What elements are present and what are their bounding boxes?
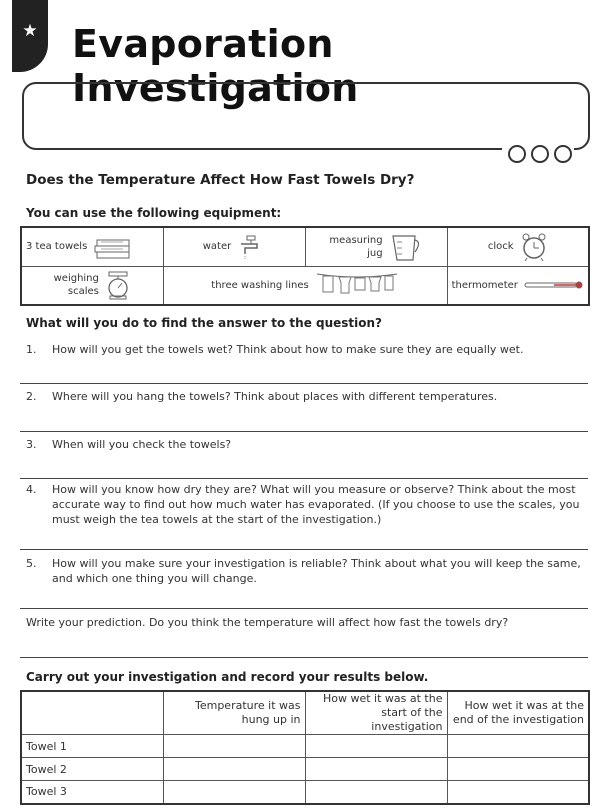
page-title: Evaporation Investigation xyxy=(72,22,359,110)
thermometer-icon xyxy=(524,280,584,290)
results-cell[interactable] xyxy=(163,758,305,781)
answer-line-3[interactable] xyxy=(20,478,588,479)
answer-line-4[interactable] xyxy=(20,549,588,550)
washing-line-icon xyxy=(315,270,399,300)
star-badge xyxy=(12,0,48,72)
answer-line-5[interactable] xyxy=(20,608,588,609)
table-row xyxy=(21,781,589,804)
prediction-prompt: Write your prediction. Do you think the temperature will affect how fast the towels dry? xyxy=(26,616,509,629)
results-col-wet-start: How wet it was at the start of the investigation xyxy=(305,691,447,735)
plan-heading: What will you do to find the answer to the question? xyxy=(26,316,383,330)
results-col-temperature: Temperature it was hung up in xyxy=(163,691,305,735)
results-cell[interactable] xyxy=(447,735,589,758)
table-row xyxy=(21,758,589,781)
results-heading: Carry out your investigation and record your results below. xyxy=(26,670,429,684)
name-input-box[interactable] xyxy=(22,82,590,150)
equipment-cell-water: water xyxy=(163,227,305,266)
answer-line-2[interactable] xyxy=(20,431,588,432)
tap-icon xyxy=(237,234,265,260)
results-row-label: Towel 1 xyxy=(21,735,163,758)
equipment-cell-clock: clock xyxy=(447,227,589,266)
equipment-cell-measuring-jug: measuring jug xyxy=(305,227,447,266)
equipment-cell-weighing-scales: weighing scales xyxy=(21,266,163,305)
results-cell[interactable] xyxy=(305,781,447,804)
question-heading: Does the Temperature Affect How Fast Towels Dry? xyxy=(26,172,415,188)
results-cell[interactable] xyxy=(163,735,305,758)
results-cell[interactable] xyxy=(163,781,305,804)
equipment-heading: You can use the following equipment: xyxy=(26,206,282,220)
scales-icon xyxy=(105,270,131,300)
star-icon: ★ xyxy=(22,21,38,41)
equipment-cell-thermometer: thermometer xyxy=(447,266,589,305)
results-cell[interactable] xyxy=(447,758,589,781)
equipment-cell-tea-towels: 3 tea towels xyxy=(21,227,163,266)
measuring-jug-icon xyxy=(389,232,423,262)
results-col-wet-end: How wet it was at the end of the investigation xyxy=(447,691,589,735)
results-cell[interactable] xyxy=(447,781,589,804)
equipment-table xyxy=(20,226,590,306)
results-cell[interactable] xyxy=(305,758,447,781)
equipment-cell-washing-lines: three washing lines xyxy=(163,266,447,305)
binder-rings-icon xyxy=(505,144,577,164)
results-header-row xyxy=(21,691,589,735)
results-cell[interactable] xyxy=(305,735,447,758)
towels-icon xyxy=(93,234,133,260)
answer-line-1[interactable] xyxy=(20,383,588,384)
results-row-label: Towel 3 xyxy=(21,781,163,804)
clock-icon xyxy=(520,232,548,262)
results-table xyxy=(20,690,590,805)
table-row xyxy=(21,735,589,758)
results-row-label: Towel 2 xyxy=(21,758,163,781)
results-col-blank xyxy=(21,691,163,735)
prediction-line[interactable] xyxy=(20,657,588,658)
